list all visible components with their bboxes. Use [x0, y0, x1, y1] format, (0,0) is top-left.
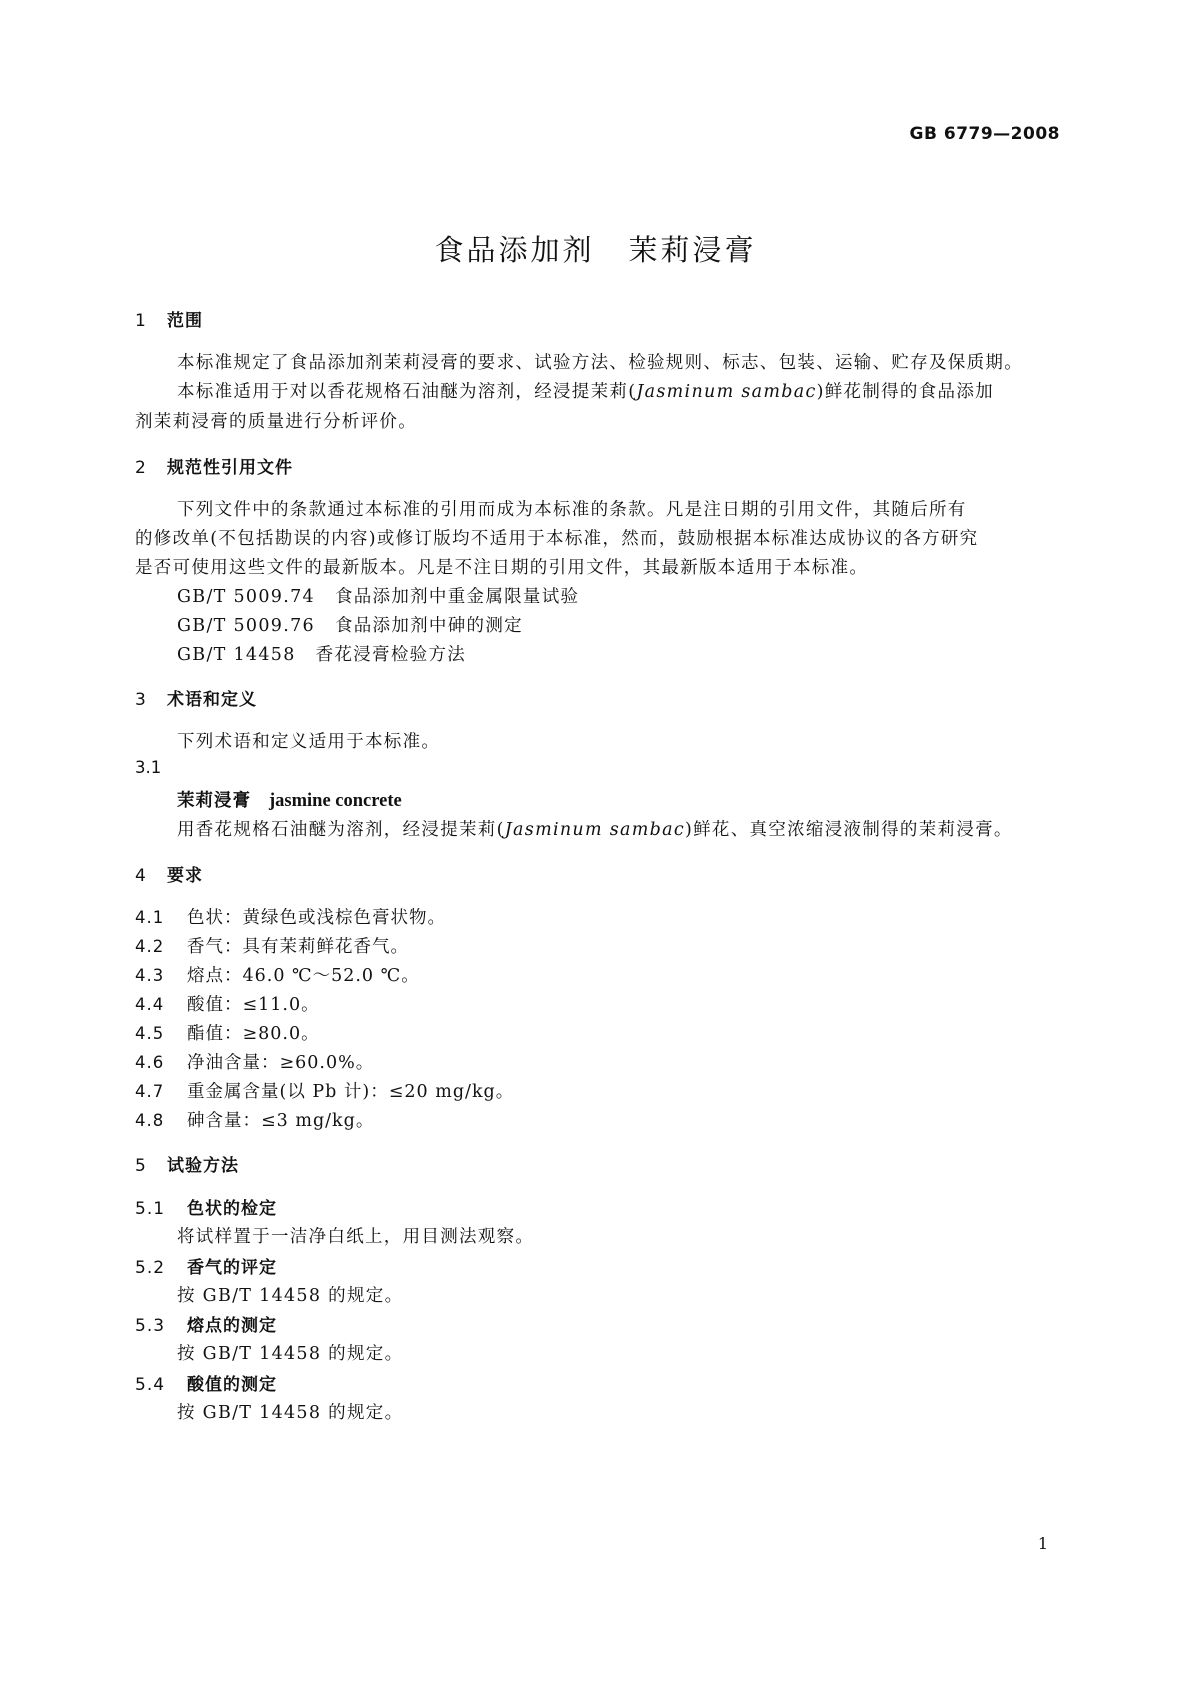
reference-title: 食品添加剂中重金属限量试验 [334, 587, 580, 607]
section-3-heading [135, 685, 257, 710]
section-number: 3 [135, 690, 147, 710]
subsection-heading: 5.2 香气的评定 [135, 1258, 277, 1278]
latin-name: Jasminum sambac [504, 820, 685, 840]
paragraph: 的修改单(不包括勘误的内容)或修订版均不适用于本标准，然而，鼓励根据本标准达成协议的各方研究 [135, 529, 979, 549]
reference-code: GB/T 5009.76 [177, 616, 315, 636]
section-number: 5 [135, 1156, 147, 1176]
latin-name: Jasminum sambac [636, 382, 817, 402]
term-chinese: 茉莉浸膏 [177, 791, 251, 811]
reference-code: GB/T 14458 [177, 645, 296, 665]
requirement-item: 4.7 重金属含量(以 Pb 计)：≤20 mg/kg。 [135, 1082, 515, 1102]
reference-code: GB/T 5009.74 [177, 587, 315, 607]
document-title [0, 228, 1191, 269]
requirement-item: 4.3 熔点：46.0 ℃～52.0 ℃。 [135, 966, 420, 986]
definition: 用香花规格石油醚为溶剂，经浸提茉莉(Jasminum sambac)鲜花、真空浓缩浸液制得的茉莉浸膏。 [177, 820, 1013, 840]
requirement-item: 4.1 色状：黄绿色或浅棕色膏状物。 [135, 908, 446, 928]
standard-number: GB 6779—2008 [909, 124, 1060, 144]
requirement-item: 4.5 酯值：≥80.0。 [135, 1024, 320, 1044]
reference-title: 食品添加剂中砷的测定 [334, 616, 523, 636]
paragraph: 是否可使用这些文件的最新版本。凡是不注日期的引用文件，其最新版本适用于本标准。 [135, 558, 869, 578]
reference-title: 香花浸膏检验方法 [315, 645, 467, 665]
paragraph: 下列文件中的条款通过本标准的引用而成为本标准的条款。凡是注日期的引用文件，其随后所有 [177, 500, 967, 520]
requirement-item: 4.2 香气：具有茉莉鲜花香气。 [135, 937, 409, 957]
term-entry [177, 787, 402, 812]
section-4-heading [135, 861, 203, 886]
subsection-heading: 5.1 色状的检定 [135, 1199, 277, 1219]
term-english: jasmine concrete [269, 791, 402, 811]
section-number: 1 [135, 311, 147, 331]
section-number: 2 [135, 458, 147, 478]
reference-item [177, 641, 466, 666]
section-number: 4 [135, 866, 147, 886]
section-1-heading [135, 306, 203, 331]
requirement-item: 4.6 净油含量：≥60.0%。 [135, 1053, 375, 1073]
title-part-2: 茉莉浸膏 [628, 233, 757, 267]
paragraph: 将试样置于一洁净白纸上，用目测法观察。 [177, 1227, 535, 1247]
clause-number: 3.1 [135, 758, 162, 777]
subsection-heading: 5.4 酸值的测定 [135, 1375, 277, 1395]
subsection-heading: 5.3 熔点的测定 [135, 1316, 277, 1336]
requirement-item: 4.8 砷含量：≤3 mg/kg。 [135, 1111, 375, 1131]
section-5-heading [135, 1151, 239, 1176]
section-title: 术语和定义 [167, 690, 257, 710]
reference-item [177, 612, 523, 637]
section-title: 规范性引用文件 [167, 458, 293, 478]
reference-item [177, 583, 579, 608]
paragraph: 本标准规定了食品添加剂茉莉浸膏的要求、试验方法、检验规则、标志、包装、运输、贮存及保质期。 [177, 353, 1023, 373]
section-title: 要求 [167, 866, 203, 886]
paragraph: 下列术语和定义适用于本标准。 [177, 732, 441, 752]
paragraph: 按 GB/T 14458 的规定。 [177, 1344, 404, 1364]
section-title: 试验方法 [167, 1156, 239, 1176]
paragraph: 剂茉莉浸膏的质量进行分析评价。 [135, 412, 417, 432]
paragraph: 本标准适用于对以香花规格石油醚为溶剂，经浸提茉莉(Jasminum sambac)鲜花制得的食品添加 [177, 382, 994, 402]
paragraph: 按 GB/T 14458 的规定。 [177, 1403, 404, 1423]
page-number: 1 [1037, 1534, 1048, 1553]
section-2-heading [135, 453, 293, 478]
paragraph: 按 GB/T 14458 的规定。 [177, 1286, 404, 1306]
title-part-1: 食品添加剂 [434, 233, 595, 267]
section-title: 范围 [167, 311, 203, 331]
requirement-item: 4.4 酸值：≤11.0。 [135, 995, 320, 1015]
